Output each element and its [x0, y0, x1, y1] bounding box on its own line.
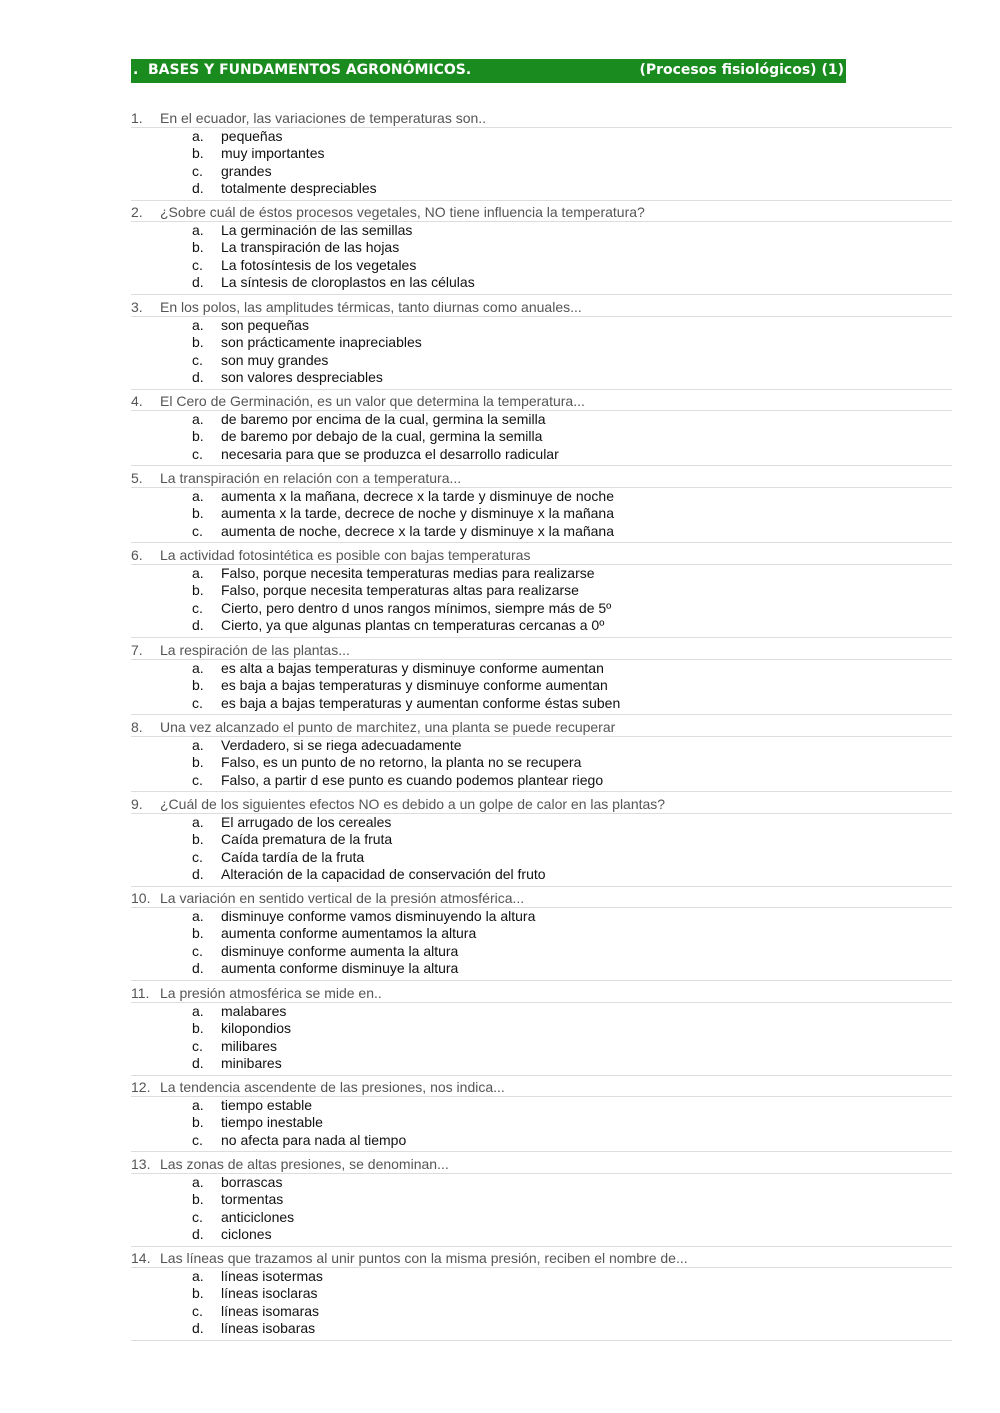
answer-option[interactable] — [131, 960, 952, 977]
question-item — [131, 1079, 952, 1152]
answer-option[interactable] — [131, 1132, 952, 1149]
question-divider — [131, 465, 952, 466]
option-text: La síntesis de cloroplastos en las células — [221, 274, 475, 291]
answer-option[interactable] — [131, 1320, 952, 1337]
answer-option[interactable] — [131, 446, 952, 463]
question-line — [131, 796, 952, 814]
answer-option[interactable] — [131, 943, 952, 960]
question-item — [131, 719, 952, 792]
option-letter: a. — [192, 1097, 204, 1113]
option-letter: b. — [192, 925, 204, 942]
answer-option[interactable] — [131, 814, 952, 831]
option-letter: a. — [192, 1268, 204, 1284]
question-divider — [131, 791, 952, 792]
question-text: Una vez alcanzado el punto de marchitez, una planta se puede recuperar — [160, 719, 616, 735]
question-divider — [131, 886, 952, 887]
answer-option[interactable] — [131, 695, 952, 712]
answer-option[interactable] — [131, 1303, 952, 1320]
answer-option[interactable] — [131, 411, 952, 428]
option-text: es baja a bajas temperaturas y aumentan conforme éstas suben — [221, 694, 621, 711]
question-item — [131, 470, 952, 543]
question-text: La actividad fotosintética es posible con bajas temperaturas — [160, 547, 531, 563]
question-item — [131, 204, 952, 295]
option-text: son prácticamente inapreciables — [221, 334, 422, 351]
question-text: La variación en sentido vertical de la presión atmosférica... — [160, 890, 525, 906]
answer-option[interactable] — [131, 488, 952, 505]
question-line — [131, 985, 952, 1003]
option-text: son pequeñas — [221, 317, 309, 333]
question-number: 3. — [131, 299, 143, 315]
option-text: milibares — [221, 1037, 278, 1054]
option-letter: a. — [192, 128, 204, 144]
option-text: Falso, a partir d ese punto es cuando podemos plantear riego — [221, 771, 604, 788]
answer-option[interactable] — [131, 925, 952, 942]
question-line — [131, 719, 952, 737]
answer-option[interactable] — [131, 163, 952, 180]
answer-option[interactable] — [131, 1209, 952, 1226]
option-letter: a. — [192, 737, 204, 753]
answer-option[interactable] — [131, 677, 952, 694]
question-line — [131, 1250, 952, 1268]
option-letter: a. — [192, 488, 204, 504]
option-text: son valores despreciables — [221, 369, 383, 386]
answer-option[interactable] — [131, 145, 952, 162]
option-letter: d. — [192, 274, 204, 291]
option-text: Caída tardía de la fruta — [221, 848, 365, 865]
question-item — [131, 299, 952, 390]
option-text: Alteración de la capacidad de conservación del fruto — [221, 866, 546, 883]
answer-option[interactable] — [131, 772, 952, 789]
option-text: es alta a bajas temperaturas y disminuye conforme aumentan — [221, 660, 604, 676]
option-letter: d. — [192, 1055, 204, 1072]
option-text: líneas isomaras — [221, 1302, 320, 1319]
option-text: no afecta para nada al tiempo — [221, 1131, 407, 1148]
answer-option[interactable] — [131, 128, 952, 145]
option-text: La transpiración de las hojas — [221, 239, 400, 256]
question-number: 4. — [131, 393, 143, 409]
answer-option[interactable] — [131, 754, 952, 771]
question-item — [131, 642, 952, 715]
question-text: En el ecuador, las variaciones de temperaturas son.. — [160, 110, 487, 126]
option-letter: a. — [192, 222, 204, 238]
option-letter: a. — [192, 660, 204, 676]
question-line — [131, 1156, 952, 1174]
option-text: minibares — [221, 1055, 282, 1072]
question-number: 9. — [131, 796, 143, 812]
answer-option[interactable] — [131, 274, 952, 291]
option-text: El arrugado de los cereales — [221, 814, 392, 830]
question-divider — [131, 637, 952, 638]
answer-option[interactable] — [131, 1003, 952, 1020]
answer-option[interactable] — [131, 1226, 952, 1243]
answer-option[interactable] — [131, 1114, 952, 1131]
option-text: Falso, porque necesita temperaturas medias para realizarse — [221, 565, 595, 581]
answer-option[interactable] — [131, 1097, 952, 1114]
answer-option[interactable] — [131, 222, 952, 239]
header-dot: . — [133, 62, 139, 78]
option-letter: d. — [192, 866, 204, 883]
question-number: 2. — [131, 204, 143, 220]
option-letter: b. — [192, 334, 204, 351]
answer-option[interactable] — [131, 239, 952, 256]
option-text: líneas isotermas — [221, 1268, 323, 1284]
option-text: de baremo por encima de la cual, germina la semilla — [221, 411, 546, 427]
option-letter: c. — [192, 256, 203, 273]
option-text: Caída prematura de la fruta — [221, 831, 393, 848]
option-text: de baremo por debajo de la cual, germina la semilla — [221, 428, 543, 445]
question-line — [131, 470, 952, 488]
answer-option[interactable] — [131, 1020, 952, 1037]
option-text: Verdadero, si se riega adecuadamente — [221, 737, 462, 753]
option-text: totalmente despreciables — [221, 180, 377, 197]
answer-option[interactable] — [131, 1191, 952, 1208]
answer-option[interactable] — [131, 180, 952, 197]
option-letter: c. — [192, 942, 203, 959]
option-letter: a. — [192, 565, 204, 581]
option-letter: a. — [192, 411, 204, 427]
option-text: disminuye conforme vamos disminuyendo la altura — [221, 908, 536, 924]
question-item — [131, 1156, 952, 1247]
option-text: líneas isoclaras — [221, 1285, 318, 1302]
option-letter: a. — [192, 908, 204, 924]
answer-option[interactable] — [131, 505, 952, 522]
question-item — [131, 110, 952, 201]
question-divider — [131, 1340, 952, 1341]
header-title: BASES Y FUNDAMENTOS AGRONÓMICOS. — [148, 62, 472, 78]
question-divider — [131, 980, 952, 981]
option-letter: c. — [192, 445, 203, 462]
question-number: 11. — [131, 985, 150, 1001]
option-letter: d. — [192, 369, 204, 386]
question-text: La transpiración en relación con a temperatura... — [160, 470, 462, 486]
question-line — [131, 642, 952, 660]
option-letter: c. — [192, 522, 203, 539]
question-line — [131, 393, 952, 411]
question-line — [131, 204, 952, 222]
question-number: 14. — [131, 1250, 151, 1266]
answer-option[interactable] — [131, 523, 952, 540]
question-line — [131, 299, 952, 317]
option-letter: d. — [192, 960, 204, 977]
option-letter: c. — [192, 694, 203, 711]
option-letter: b. — [192, 428, 204, 445]
question-text: Las zonas de altas presiones, se denominan... — [160, 1156, 449, 1172]
question-number: 1. — [131, 110, 143, 126]
option-text: borrascas — [221, 1174, 283, 1190]
header-subtitle: (Procesos fisiológicos) (1) — [639, 62, 844, 78]
question-text: Las líneas que trazamos al unir puntos con la misma presión, reciben el nombre de... — [160, 1250, 688, 1266]
question-line — [131, 1079, 952, 1097]
option-letter: c. — [192, 162, 203, 179]
option-letter: c. — [192, 599, 203, 616]
answer-option[interactable] — [131, 1038, 952, 1055]
option-letter: d. — [192, 180, 204, 197]
option-letter: b. — [192, 582, 204, 599]
option-letter: a. — [192, 317, 204, 333]
question-line — [131, 547, 952, 565]
question-text: La respiración de las plantas... — [160, 642, 350, 658]
answer-option[interactable] — [131, 660, 952, 677]
section-header-bar — [131, 59, 846, 83]
option-text: es baja a bajas temperaturas y disminuye conforme aumentan — [221, 677, 608, 694]
question-text: ¿Sobre cuál de éstos procesos vegetales, NO tiene influencia la temperatura? — [160, 204, 645, 220]
option-letter: c. — [192, 1037, 203, 1054]
question-number: 12. — [131, 1079, 151, 1095]
answer-option[interactable] — [131, 831, 952, 848]
option-text: son muy grandes — [221, 351, 329, 368]
option-text: grandes — [221, 162, 272, 179]
option-letter: c. — [192, 1302, 203, 1319]
answer-option[interactable] — [131, 849, 952, 866]
question-item — [131, 393, 952, 466]
question-divider — [131, 200, 952, 201]
question-divider — [131, 294, 952, 295]
option-letter: b. — [192, 677, 204, 694]
question-item — [131, 796, 952, 887]
question-number: 13. — [131, 1156, 151, 1172]
answer-option[interactable] — [131, 1285, 952, 1302]
option-text: líneas isobaras — [221, 1320, 316, 1337]
option-text: aumenta conforme aumentamos la altura — [221, 925, 477, 942]
option-text: tormentas — [221, 1191, 284, 1208]
answer-option[interactable] — [131, 582, 952, 599]
question-text: La presión atmosférica se mide en.. — [160, 985, 382, 1001]
option-letter: a. — [192, 1174, 204, 1190]
question-text: ¿Cuál de los siguientes efectos NO es debido a un golpe de calor en las plantas? — [160, 796, 666, 812]
option-text: Falso, porque necesita temperaturas altas para realizarse — [221, 582, 579, 599]
answer-option[interactable] — [131, 257, 952, 274]
question-text: En los polos, las amplitudes térmicas, tanto diurnas como anuales... — [160, 299, 582, 315]
question-text: La tendencia ascendente de las presiones, nos indica... — [160, 1079, 505, 1095]
option-text: anticiclones — [221, 1208, 295, 1225]
option-letter: a. — [192, 814, 204, 830]
question-divider — [131, 542, 952, 543]
option-text: Falso, es un punto de no retorno, la planta no se recupera — [221, 754, 582, 771]
option-letter: c. — [192, 351, 203, 368]
answer-option[interactable] — [131, 565, 952, 582]
option-text: tiempo estable — [221, 1097, 313, 1113]
option-text: muy importantes — [221, 145, 325, 162]
question-text: El Cero de Germinación, es un valor que determina la temperatura... — [160, 393, 585, 409]
question-number: 5. — [131, 470, 143, 486]
option-text: necesaria para que se produzca el desarrollo radicular — [221, 445, 559, 462]
option-text: aumenta conforme disminuye la altura — [221, 960, 459, 977]
option-text: Cierto, ya que algunas plantas cn temperaturas cercanas a 0º — [221, 617, 605, 634]
question-divider — [131, 714, 952, 715]
question-item — [131, 985, 952, 1076]
option-text: malabares — [221, 1003, 287, 1019]
option-letter: b. — [192, 1114, 204, 1131]
option-text: aumenta x la tarde, decrece de noche y disminuye x la mañana — [221, 505, 615, 522]
option-letter: d. — [192, 617, 204, 634]
option-letter: b. — [192, 831, 204, 848]
answer-option[interactable] — [131, 617, 952, 634]
option-letter: d. — [192, 1226, 204, 1243]
option-letter: b. — [192, 1285, 204, 1302]
option-letter: c. — [192, 1208, 203, 1225]
question-divider — [131, 1075, 952, 1076]
answer-option[interactable] — [131, 428, 952, 445]
option-letter: b. — [192, 145, 204, 162]
question-item — [131, 547, 952, 638]
option-text: Cierto, pero dentro d unos rangos mínimos, siempre más de 5º — [221, 599, 612, 616]
option-letter: b. — [192, 1191, 204, 1208]
answer-option[interactable] — [131, 866, 952, 883]
option-letter: a. — [192, 1003, 204, 1019]
answer-option[interactable] — [131, 1268, 952, 1285]
answer-option[interactable] — [131, 1055, 952, 1072]
question-number: 6. — [131, 547, 143, 563]
option-text: La fotosíntesis de los vegetales — [221, 256, 417, 273]
answer-option[interactable] — [131, 737, 952, 754]
question-divider — [131, 389, 952, 390]
question-line — [131, 110, 952, 128]
option-text: tiempo inestable — [221, 1114, 323, 1131]
answer-option[interactable] — [131, 600, 952, 617]
option-letter: c. — [192, 771, 203, 788]
answer-option[interactable] — [131, 352, 952, 369]
question-number: 10. — [131, 890, 151, 906]
option-text: pequeñas — [221, 128, 283, 144]
question-item — [131, 890, 952, 981]
option-letter: b. — [192, 754, 204, 771]
option-text: ciclones — [221, 1226, 272, 1243]
answer-option[interactable] — [131, 369, 952, 386]
question-number: 8. — [131, 719, 143, 735]
option-letter: c. — [192, 848, 203, 865]
option-text: La germinación de las semillas — [221, 222, 413, 238]
answer-option[interactable] — [131, 317, 952, 334]
question-divider — [131, 1151, 952, 1152]
option-letter: c. — [192, 1131, 203, 1148]
option-text: aumenta de noche, decrece x la tarde y disminuye x la mañana — [221, 522, 615, 539]
option-text: disminuye conforme aumenta la altura — [221, 942, 459, 959]
answer-option[interactable] — [131, 334, 952, 351]
question-line — [131, 890, 952, 908]
question-item — [131, 1250, 952, 1341]
answer-option[interactable] — [131, 1174, 952, 1191]
option-text: kilopondios — [221, 1020, 292, 1037]
option-text: aumenta x la mañana, decrece x la tarde y disminuye de noche — [221, 488, 615, 504]
option-letter: b. — [192, 505, 204, 522]
answer-option[interactable] — [131, 908, 952, 925]
option-letter: b. — [192, 1020, 204, 1037]
question-divider — [131, 1246, 952, 1247]
question-number: 7. — [131, 642, 143, 658]
option-letter: d. — [192, 1320, 204, 1337]
option-letter: b. — [192, 239, 204, 256]
